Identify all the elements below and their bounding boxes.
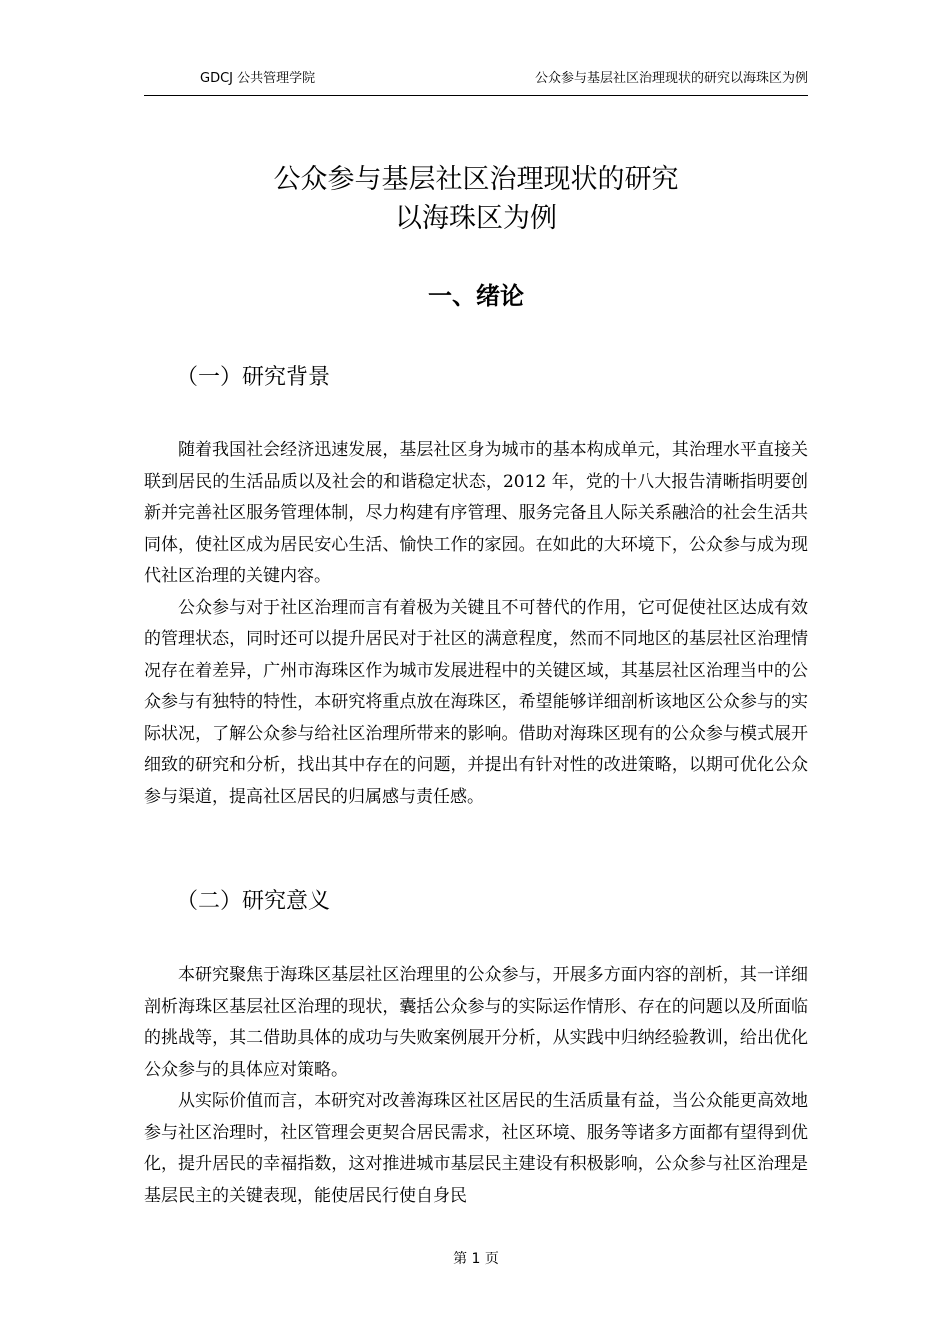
body-paragraph: 随着我国社会经济迅速发展，基层社区身为城市的基本构成单元，其治理水平直接关联到居民的生活品质以及社会的和谐稳定状态，2012 年，党的十八大报告清晰指明要创新并完善社区服务管理体制，尽力构建有序管理、服务完备且人际关系融洽的社会生活共同体，使社区成为居民安心生活、愉快工作的家园。在如此的大环境下，公众参与成为现代社区治理的关键内容。 [144, 440, 808, 586]
section-heading-background: （一）研究背景 [176, 365, 331, 390]
chapter-heading: 一、绪论 [428, 282, 524, 310]
running-header-right: 公众参与基层社区治理现状的研究以海珠区为例 [534, 71, 808, 86]
running-header-left: GDCJ 公共管理学院 [200, 71, 316, 86]
paper-title-line-1: 公众参与基层社区治理现状的研究 [273, 164, 679, 195]
body-paragraph: 公众参与对于社区治理而言有着极为关键且不可替代的作用，它可促使社区达成有效的管理状态，同时还可以提升居民对于社区的满意程度，然而不同地区的基层社区治理情况存在着差异，广州市海珠区作为城市发展进程中的关键区域，其基层社区治理当中的公众参与有独特的特性，本研究将重点放在海珠区，希望能够详细剖析该地区公众参与的实际状况，了解公众参与给社区治理所带来的影响。借助对海珠区现有的公众参与模式展开细致的研究和分析，找出其中存在的问题，并提出有针对性的改进策略，以期可优化公众参与渠道，提高社区居民的归属感与责任感。 [144, 597, 808, 807]
page-number: 第 1 页 [453, 1251, 499, 1267]
body-paragraph: 从实际价值而言，本研究对改善海珠区社区居民的生活质量有益，当公众能更高效地参与社区治理时，社区管理会更契合居民需求，社区环境、服务等诸多方面都有望得到优化，提升居民的幸福指数，这对推进城市基层民主建设有积极影响，公众参与社区治理是基层民主的关键表现，能使居民行使自身民 [144, 1091, 808, 1206]
body-paragraph: 本研究聚焦于海珠区基层社区治理里的公众参与，开展多方面内容的剖析，其一详细剖析海珠区基层社区治理的现状，囊括公众参与的实际运作情形、存在的问题以及所面临的挑战等，其二借助具体的成功与失败案例展开分析，从实践中归纳经验教训，给出优化公众参与的具体应对策略。 [144, 965, 808, 1080]
header-divider [144, 95, 808, 96]
section-body-significance [144, 960, 808, 1212]
section-heading-significance: （二）研究意义 [176, 889, 331, 914]
section-body-background [144, 435, 808, 813]
paper-title-line-2: 以海珠区为例 [395, 203, 557, 234]
